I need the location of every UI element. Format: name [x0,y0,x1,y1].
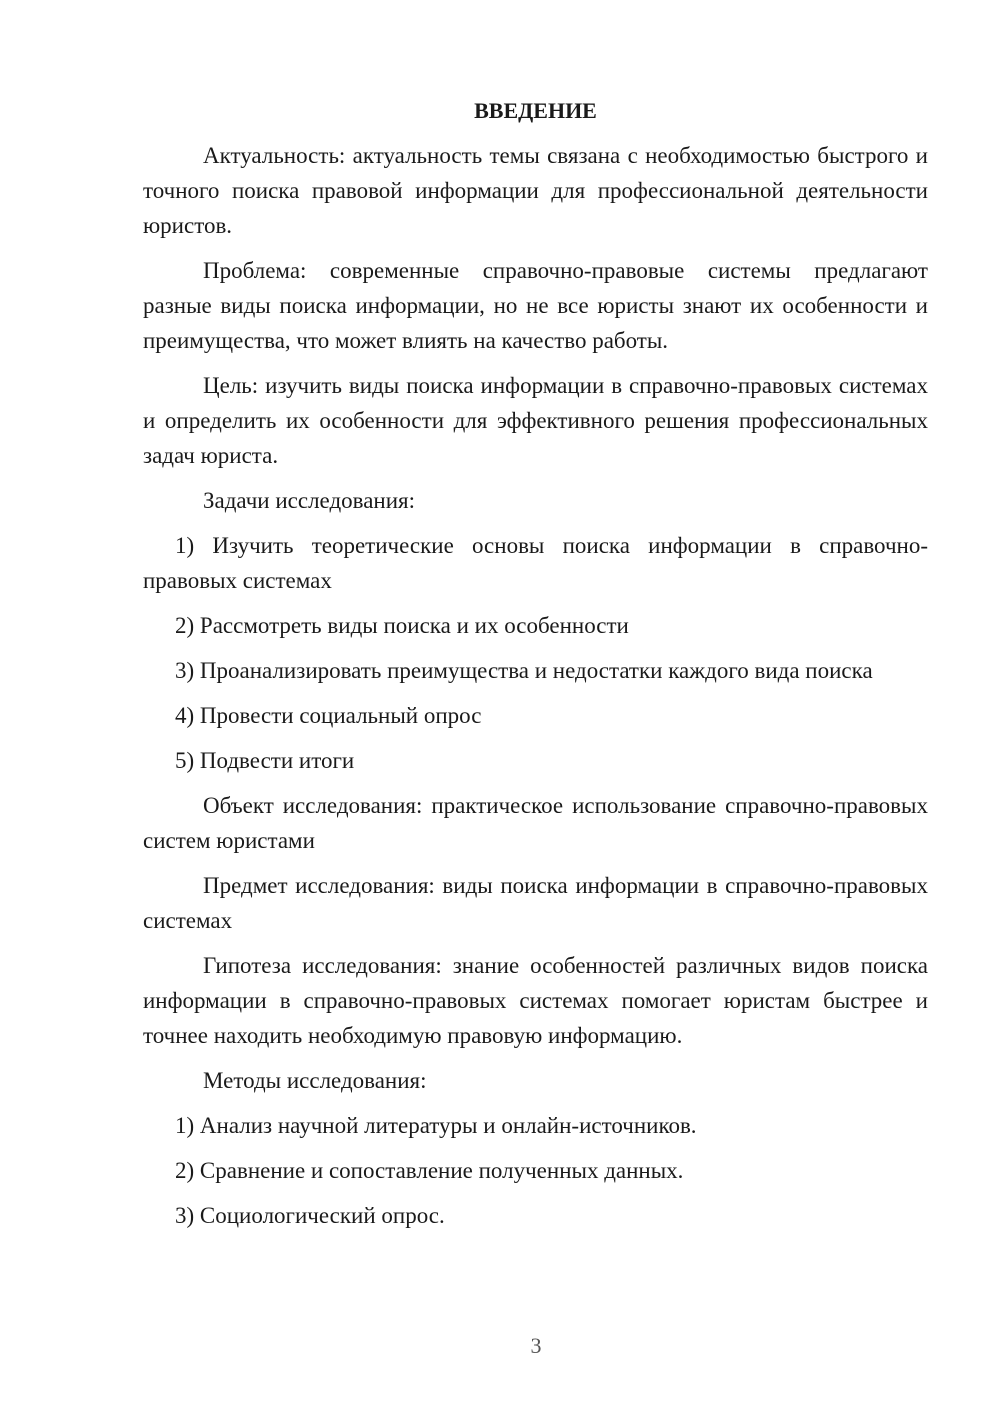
task-item: 1) Изучить теоретические основы поиска информации в справочно-правовых системах [143,533,928,593]
page-number: 3 [530,1333,542,1358]
task-item: 4) Провести социальный опрос [175,703,482,728]
tasks-heading: Задачи исследования: [203,488,416,513]
section-title: ВВЕДЕНИЕ [474,98,597,123]
object-paragraph: Объект исследования: практическое использование справочно-правовых систем юристами [143,793,928,853]
task-item: 3) Проанализировать преимущества и недостатки каждого вида поиска [175,658,873,683]
hypothesis-paragraph: Гипотеза исследования: знание особенностей различных видов поиска информации в справочно-правовых системах помогает юристам быстрее и точнее находить необходимую правовую информацию. [143,953,928,1048]
method-item: 1) Анализ научной литературы и онлайн-источников. [175,1113,697,1138]
method-item: 2) Сравнение и сопоставление полученных данных. [175,1158,684,1183]
tasks-list [143,528,928,778]
methods-list [143,1108,928,1233]
methods-heading: Методы исследования: [203,1068,427,1093]
document-body [143,96,928,1243]
method-item: 3) Социологический опрос. [175,1203,445,1228]
problem-paragraph: Проблема: современные справочно-правовые системы предлагают разные виды поиска информации, но не все юристы знают их особенности и преимущества, что может влиять на качество работы. [143,258,928,353]
task-item: 5) Подвести итоги [175,748,355,773]
goal-paragraph: Цель: изучить виды поиска информации в справочно-правовых системах и определить их особенности для эффективного решения профессиональных задач юриста. [143,373,928,468]
task-item: 2) Рассмотреть виды поиска и их особенности [175,613,629,638]
subject-paragraph: Предмет исследования: виды поиска информации в справочно-правовых системах [143,873,928,933]
relevance-paragraph: Актуальность: актуальность темы связана с необходимостью быстрого и точного поиска правовой информации для профессиональной деятельности юристов. [143,143,928,238]
